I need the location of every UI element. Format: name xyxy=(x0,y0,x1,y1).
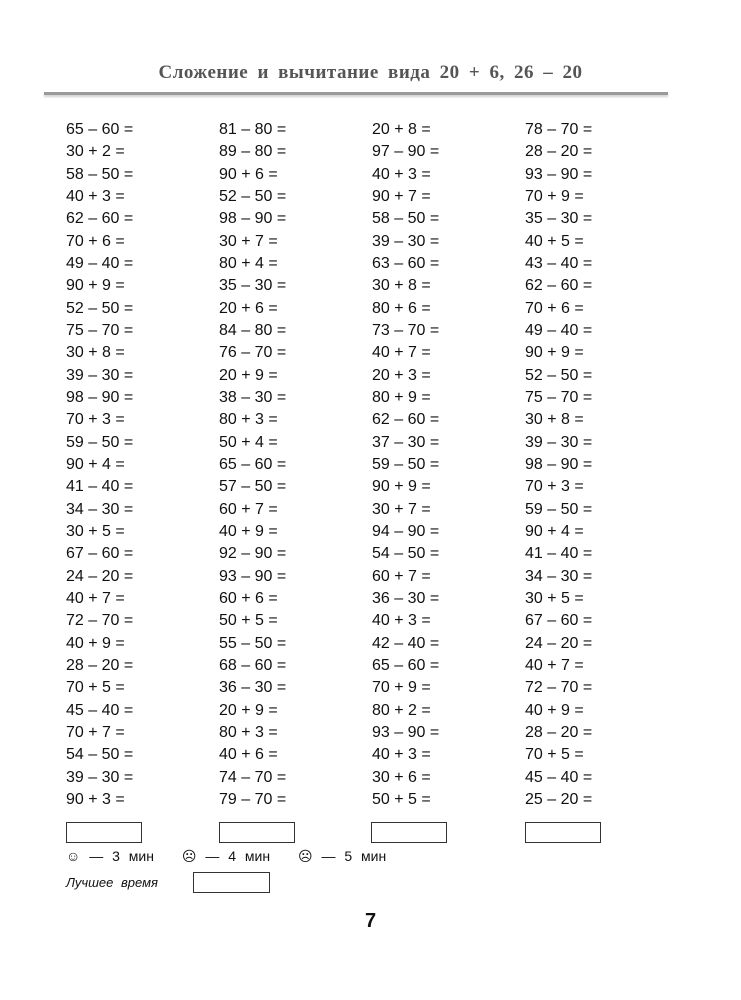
exercise-item: 80 + 4 = xyxy=(219,254,278,272)
exercise-item: 60 + 7 = xyxy=(372,567,431,585)
exercise-item: 30 + 6 = xyxy=(372,768,431,786)
exercise-item: 74 – 70 = xyxy=(219,768,287,786)
exercise-item: 70 + 3 = xyxy=(525,478,584,496)
exercise-item: 70 + 3 = xyxy=(66,411,125,429)
legend-item xyxy=(66,848,154,864)
exercise-item: 50 + 4 = xyxy=(219,433,278,451)
exercise-column-2 xyxy=(219,119,369,811)
exercise-item: 30 + 8 = xyxy=(66,344,125,362)
exercise-item: 70 + 9 = xyxy=(525,187,584,205)
exercise-item: 30 + 8 = xyxy=(525,411,584,429)
exercise-item: 30 + 5 = xyxy=(66,522,125,540)
exercise-item: 40 + 6 = xyxy=(219,746,278,764)
exercise-item: 58 – 50 = xyxy=(66,165,134,183)
exercise-item: 70 + 7 = xyxy=(66,723,125,741)
exercise-item: 62 – 60 = xyxy=(66,210,134,228)
exercise-item: 52 – 50 = xyxy=(525,366,593,384)
exercise-item: 40 + 3 = xyxy=(372,746,431,764)
exercise-item: 34 – 30 = xyxy=(66,500,134,518)
exercise-item: 50 + 5 = xyxy=(372,790,431,808)
exercise-item: 24 – 20 = xyxy=(66,567,134,585)
exercise-item: 43 – 40 = xyxy=(525,254,593,272)
exercise-item: 54 – 50 = xyxy=(66,746,134,764)
exercise-item: 40 + 9 = xyxy=(219,522,278,540)
exercise-item: 90 + 9 = xyxy=(66,277,125,295)
exercise-item: 62 – 60 = xyxy=(525,277,593,295)
exercise-item: 65 – 60 = xyxy=(66,121,134,138)
exercise-item: 40 + 9 = xyxy=(66,634,125,652)
exercise-item: 94 – 90 = xyxy=(372,522,440,540)
exercise-item: 24 – 20 = xyxy=(525,634,593,652)
page-number: 7 xyxy=(364,910,377,932)
exercise-item: 89 – 80 = xyxy=(219,143,287,161)
exercise-item: 40 + 3 = xyxy=(372,165,431,183)
exercise-item: 98 – 90 = xyxy=(525,455,593,473)
exercise-item: 78 – 70 = xyxy=(525,121,593,138)
exercise-item: 90 + 3 = xyxy=(66,790,125,808)
exercise-item: 35 – 30 = xyxy=(219,277,287,295)
exercise-item: 20 + 3 = xyxy=(372,366,431,384)
exercise-item: 81 – 80 = xyxy=(219,121,287,138)
exercise-item: 80 + 6 = xyxy=(372,299,431,317)
exercise-item: 55 – 50 = xyxy=(219,634,287,652)
exercise-item: 36 – 30 = xyxy=(219,679,287,697)
exercise-item: 97 – 90 = xyxy=(372,143,440,161)
legend-item xyxy=(182,848,270,865)
exercise-item: 93 – 90 = xyxy=(219,567,287,585)
exercise-item: 54 – 50 = xyxy=(372,545,440,563)
exercise-item: 52 – 50 = xyxy=(219,187,287,205)
legend-text: — 4 мин xyxy=(205,848,271,864)
exercise-item: 70 + 5 = xyxy=(525,746,584,764)
exercise-item: 62 – 60 = xyxy=(372,411,440,429)
best-time-box[interactable] xyxy=(193,872,270,893)
exercise-item: 80 + 9 = xyxy=(372,388,431,406)
exercise-item: 30 + 2 = xyxy=(66,143,125,161)
exercise-item: 70 + 9 = xyxy=(372,679,431,697)
exercise-item: 39 – 30 = xyxy=(372,232,440,250)
exercise-column-3 xyxy=(372,119,522,811)
exercise-item: 20 + 6 = xyxy=(219,299,278,317)
exercise-item: 49 – 40 = xyxy=(66,254,134,272)
exercise-item: 52 – 50 = xyxy=(66,299,134,317)
exercise-item: 60 + 7 = xyxy=(219,500,278,518)
exercise-item: 73 – 70 = xyxy=(372,321,440,339)
exercise-item: 41 – 40 = xyxy=(66,478,134,496)
header-divider xyxy=(44,92,668,95)
time-legend xyxy=(66,848,410,865)
exercise-item: 67 – 60 = xyxy=(66,545,134,563)
exercise-item: 20 + 8 = xyxy=(372,121,431,138)
exercise-item: 30 + 7 = xyxy=(372,500,431,518)
exercise-item: 42 – 40 = xyxy=(372,634,440,652)
exercise-item: 72 – 70 = xyxy=(66,612,134,630)
exercise-item: 40 + 7 = xyxy=(525,656,584,674)
exercise-item: 84 – 80 = xyxy=(219,321,287,339)
exercise-item: 20 + 9 = xyxy=(219,366,278,384)
exercise-item: 40 + 7 = xyxy=(66,589,125,607)
exercise-item: 37 – 30 = xyxy=(372,433,440,451)
time-box-column-1[interactable] xyxy=(66,822,142,843)
neutral-face-icon: ☹ xyxy=(181,848,197,864)
exercise-item: 40 + 3 = xyxy=(66,187,125,205)
legend-text: — 5 мин xyxy=(321,848,387,864)
time-box-column-2[interactable] xyxy=(219,822,295,843)
exercise-item: 40 + 3 = xyxy=(372,612,431,630)
exercise-item: 28 – 20 = xyxy=(525,723,593,741)
sad-face-icon: ☹ xyxy=(297,848,313,864)
exercise-item: 90 + 7 = xyxy=(372,187,431,205)
exercise-item: 40 + 9 = xyxy=(525,701,584,719)
exercise-item: 40 + 7 = xyxy=(372,344,431,362)
exercise-item: 30 + 8 = xyxy=(372,277,431,295)
exercise-item: 45 – 40 = xyxy=(525,768,593,786)
exercise-item: 93 – 90 = xyxy=(525,165,593,183)
time-box-column-4[interactable] xyxy=(525,822,601,843)
exercise-item: 58 – 50 = xyxy=(372,210,440,228)
exercise-item: 50 + 5 = xyxy=(219,612,278,630)
exercise-item: 25 – 20 = xyxy=(525,790,593,808)
exercise-item: 65 – 60 = xyxy=(219,455,287,473)
exercise-item: 68 – 60 = xyxy=(219,656,287,674)
page-title: Сложение и вычитание вида 20 + 6, 26 – 20 xyxy=(158,62,583,83)
exercise-item: 80 + 3 = xyxy=(219,723,278,741)
exercise-item: 98 – 90 = xyxy=(66,388,134,406)
exercise-item: 60 + 6 = xyxy=(219,589,278,607)
exercise-item: 80 + 2 = xyxy=(372,701,431,719)
exercise-item: 39 – 30 = xyxy=(525,433,593,451)
exercise-item: 90 + 4 = xyxy=(66,455,125,473)
exercise-item: 20 + 9 = xyxy=(219,701,278,719)
exercise-item: 98 – 90 = xyxy=(219,210,287,228)
time-box-column-3[interactable] xyxy=(371,822,447,843)
exercise-item: 30 + 7 = xyxy=(219,232,278,250)
exercise-item: 28 – 20 = xyxy=(525,143,593,161)
exercise-column-1 xyxy=(66,119,216,811)
exercise-item: 92 – 90 = xyxy=(219,545,287,563)
exercise-item: 34 – 30 = xyxy=(525,567,593,585)
exercise-item: 90 + 6 = xyxy=(219,165,278,183)
exercise-item: 65 – 60 = xyxy=(372,656,440,674)
legend-text: — 3 мин xyxy=(89,848,154,864)
exercise-item: 70 + 6 = xyxy=(66,232,125,250)
exercise-item: 70 + 5 = xyxy=(66,679,125,697)
exercise-item: 45 – 40 = xyxy=(66,701,134,719)
exercise-item: 93 – 90 = xyxy=(372,723,440,741)
exercise-item: 76 – 70 = xyxy=(219,344,287,362)
exercise-item: 40 + 5 = xyxy=(525,232,584,250)
exercise-item: 70 + 6 = xyxy=(525,299,584,317)
exercise-item: 39 – 30 = xyxy=(66,768,134,786)
exercise-item: 75 – 70 = xyxy=(66,321,134,339)
exercise-item: 38 – 30 = xyxy=(219,388,287,406)
exercise-item: 59 – 50 = xyxy=(66,433,134,451)
exercise-item: 49 – 40 = xyxy=(525,321,593,339)
exercise-column-4 xyxy=(525,119,675,811)
exercise-item: 36 – 30 = xyxy=(372,589,440,607)
best-time-label: Лучшее время xyxy=(66,875,158,890)
exercise-item: 90 + 4 = xyxy=(525,522,584,540)
exercise-item: 35 – 30 = xyxy=(525,210,593,228)
exercise-item: 30 + 5 = xyxy=(525,589,584,607)
exercise-item: 39 – 30 = xyxy=(66,366,134,384)
exercise-item: 75 – 70 = xyxy=(525,388,593,406)
exercise-item: 57 – 50 = xyxy=(219,478,287,496)
exercise-item: 28 – 20 = xyxy=(66,656,134,674)
exercise-item: 90 + 9 = xyxy=(372,478,431,496)
exercise-item: 59 – 50 = xyxy=(525,500,593,518)
happy-face-icon: ☺ xyxy=(66,848,81,864)
exercise-item: 59 – 50 = xyxy=(372,455,440,473)
exercise-item: 79 – 70 = xyxy=(219,790,287,808)
exercise-item: 90 + 9 = xyxy=(525,344,584,362)
exercise-item: 72 – 70 = xyxy=(525,679,593,697)
exercise-item: 41 – 40 = xyxy=(525,545,593,563)
exercise-item: 80 + 3 = xyxy=(219,411,278,429)
legend-item xyxy=(298,848,386,865)
exercise-item: 63 – 60 = xyxy=(372,254,440,272)
exercise-item: 67 – 60 = xyxy=(525,612,593,630)
